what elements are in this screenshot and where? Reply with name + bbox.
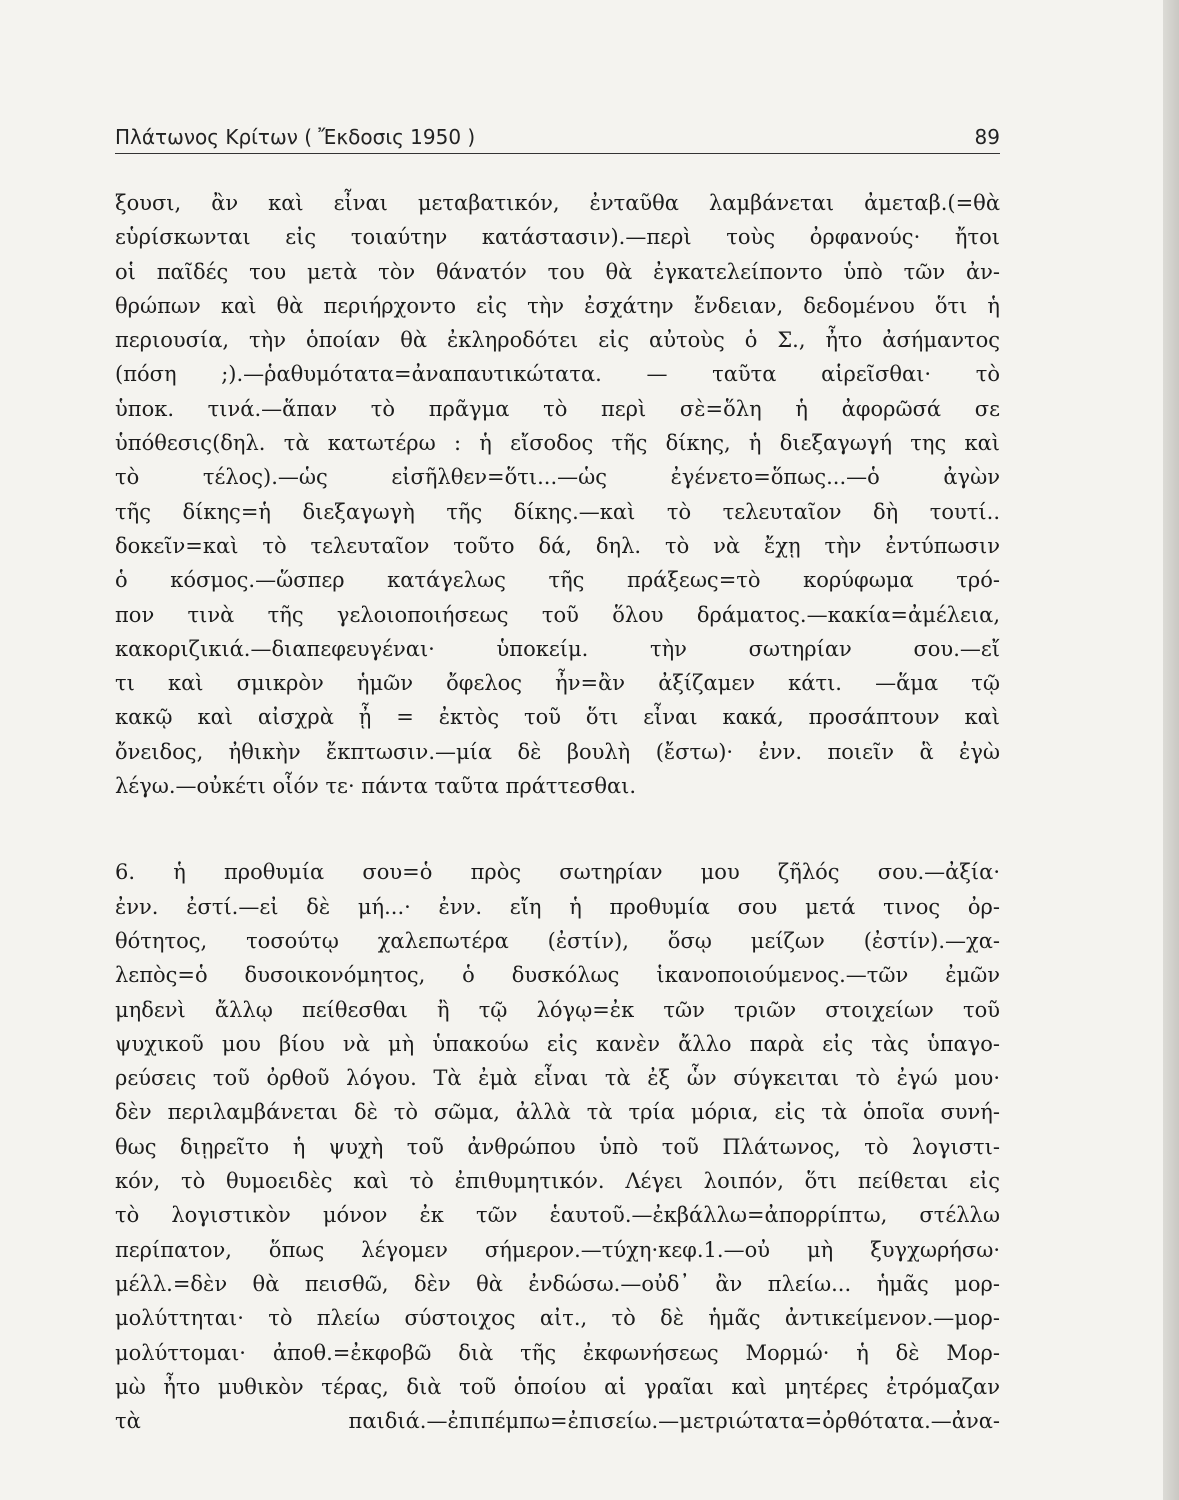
text-line: μὼ ἦτο μυθικὸν τέρας, διὰ τοῦ ὁποίου αἱ γραῖαι καὶ μητέρες ἐτρόμαζαν	[115, 1374, 1000, 1399]
text-line: κόν, τὸ θυμοειδὲς καὶ τὸ ἐπιθυμητικόν. Λέγει λοιπόν, ὅτι πείθεται εἰς	[115, 1169, 1000, 1194]
text-line: μηδενὶ ἄλλῳ πείθεσθαι ἢ τῷ λόγῳ=ἐκ τῶν τριῶν στοιχείων τοῦ	[115, 997, 1000, 1022]
text-line: περιουσία, τὴν ὁποίαν θὰ ἐκληροδότει εἰς αὐτοὺς ὁ Σ., ἦτο ἀσήμαντος	[115, 328, 1000, 353]
text-line: (πόση ;).—ῥαθυμότατα=ἀναπαυτικώτατα. — ταῦτα αἱρεῖσθαι· τὸ	[115, 362, 1000, 387]
text-line: θρώπων καὶ θὰ περιήρχοντο εἰς τὴν ἐσχάτην ἔνδειαν, δεδομένου ὅτι ἡ	[115, 293, 1000, 318]
text-line: τῆς δίκης=ἡ διεξαγωγὴ τῆς δίκης.—καὶ τὸ τελευταῖον δὴ τουτί..	[115, 499, 1000, 524]
text-line: ψυχικοῦ μου βίου νὰ μὴ ὑπακούω εἰς κανὲν ἄλλο παρὰ εἰς τὰς ὑπαγο-	[115, 1031, 1000, 1056]
text-line: μολύττηται· τὸ πλείω σύστοιχος αἰτ., τὸ δὲ ἡμᾶς ἀντικείμενον.—μορ-	[115, 1306, 1000, 1331]
text-line: τὸ τέλος).—ὡς εἰσῆλθεν=ὅτι...—ὡς ἐγένετο=ὅπως...—ὁ ἀγὼν	[115, 465, 1000, 490]
text-line: δοκεῖν=καὶ τὸ τελευταῖον τοῦτο δά, δηλ. τὸ νὰ ἔχῃ τὴν ἐντύπωσιν	[115, 533, 1000, 558]
running-header	[115, 120, 1000, 154]
text-line: μολύττομαι· ἀποθ.=ἐκφοβῶ διὰ τῆς ἐκφωνήσεως Μορμώ· ἡ δὲ Μορ-	[115, 1340, 1000, 1365]
text-line: λέγω.—οὐκέτι οἷόν τε· πάντα ταῦτα πράττεσθαι.	[115, 774, 637, 799]
text-line: θως διῃρεῖτο ἡ ψυχὴ τοῦ ἀνθρώπου ὑπὸ τοῦ Πλάτωνος, τὸ λογιστι-	[115, 1134, 1000, 1159]
text-line: λεπὸς=ὁ δυσοικονόμητος, ὁ δυσκόλως ἱκανοποιούμενος.—τῶν ἐμῶν	[115, 963, 1000, 988]
text-line: τι καὶ σμικρὸν ἡμῶν ὄφελος ἦν=ἂν ἀξίζαμεν κάτι. —ἅμα τῷ	[115, 671, 1000, 696]
header-title: Πλάτωνος Κρίτων ( Ἔκδοσις 1950 )	[115, 125, 476, 149]
text-line: κακῷ καὶ αἰσχρὰ ᾖ = ἐκτὸς τοῦ ὅτι εἶναι κακά, προσάπτουν καὶ	[115, 705, 1000, 730]
text-line: τὸ λογιστικὸν μόνον ἐκ τῶν ἑαυτοῦ.—ἐκβάλλω=ἀπορρίπτω, στέλλω	[115, 1203, 1000, 1228]
paragraph-1	[115, 186, 1000, 803]
page-number: 89	[974, 125, 1000, 149]
text-line: οἱ παῖδές του μετὰ τὸν θάνατόν του θὰ ἐγκατελείποντο ὑπὸ τῶν ἀν-	[115, 259, 1000, 284]
page-edge-shadow	[1163, 0, 1179, 1500]
text-line: ξουσι, ἂν καὶ εἶναι μεταβατικόν, ἐνταῦθα λαμβάνεται ἀμεταβ.(=θὰ	[115, 191, 1000, 215]
page-body	[115, 186, 1000, 1438]
text-line: ὄνειδος, ἠθικὴν ἔκπτωσιν.—μία δὲ βουλὴ (ἔστω)· ἐνν. ποιεῖν ἃ ἐγὼ	[115, 739, 1000, 764]
text-line: τὰ παιδιά.—ἐπιπέμπω=ἐπισείω.—μετριώτατα=ὀρθότατα.—ἀνα-	[115, 1409, 1000, 1434]
text-line: ὑποκ. τινά.—ἅπαν τὸ πρᾶγμα τὸ περὶ σὲ=ὅλη ἡ ἀφορῶσά σε	[115, 396, 1000, 421]
text-line: πον τινὰ τῆς γελοιοποιήσεως τοῦ ὅλου δράματος.—κακία=ἀμέλεια,	[115, 602, 1000, 627]
text-line: θότητος, τοσούτῳ χαλεπωτέρα (ἐστίν), ὅσῳ μείζων (ἐστίν).—χα-	[115, 928, 1000, 953]
text-line: ἐνν. ἐστί.—εἰ δὲ μή...· ἐνν. εἴη ἡ προθυμία σου μετά τινος ὀρ-	[115, 894, 1000, 919]
text-line: εὑρίσκωνται εἰς τοιαύτην κατάστασιν).—περὶ τοὺς ὀρφανούς· ἤτοι	[115, 225, 1000, 250]
text-line: ρεύσεις τοῦ ὀρθοῦ λόγου. Τὰ ἐμὰ εἶναι τὰ ἐξ ὧν σύγκειται τὸ ἐγώ μου·	[115, 1066, 1000, 1091]
paragraph-2	[115, 855, 1000, 1438]
text-line: δὲν περιλαμβάνεται δὲ τὸ σῶμα, ἀλλὰ τὰ τρία μόρια, εἰς τὰ ὁποῖα συνή-	[115, 1100, 1000, 1125]
paragraph-gap	[115, 803, 1000, 855]
text-line: μέλλ.=δὲν θὰ πεισθῶ, δὲν θὰ ἐνδώσω.—οὐδ᾽ ἂν πλείω... ἡμᾶς μορ-	[115, 1271, 1000, 1296]
text-line: περίπατον, ὅπως λέγομεν σήμερον.—τύχη·κεφ.1.—οὐ μὴ ξυγχωρήσω·	[115, 1237, 1000, 1262]
text-line: κακοριζικιά.—διαπεφευγέναι· ὑποκείμ. τὴν σωτηρίαν σου.—εἴ	[115, 636, 1000, 661]
text-line: 6. ἡ προθυμία σου=ὁ πρὸς σωτηρίαν μου ζῆλός σου.—ἀξία·	[115, 860, 1000, 885]
text-line: ὁ κόσμος.—ὥσπερ κατάγελως τῆς πράξεως=τὸ κορύφωμα τρό-	[115, 568, 1000, 593]
text-line: ὑπόθεσις(δηλ. τὰ κατωτέρω : ἡ εἴσοδος τῆς δίκης, ἡ διεξαγωγή της καὶ	[115, 431, 1000, 456]
